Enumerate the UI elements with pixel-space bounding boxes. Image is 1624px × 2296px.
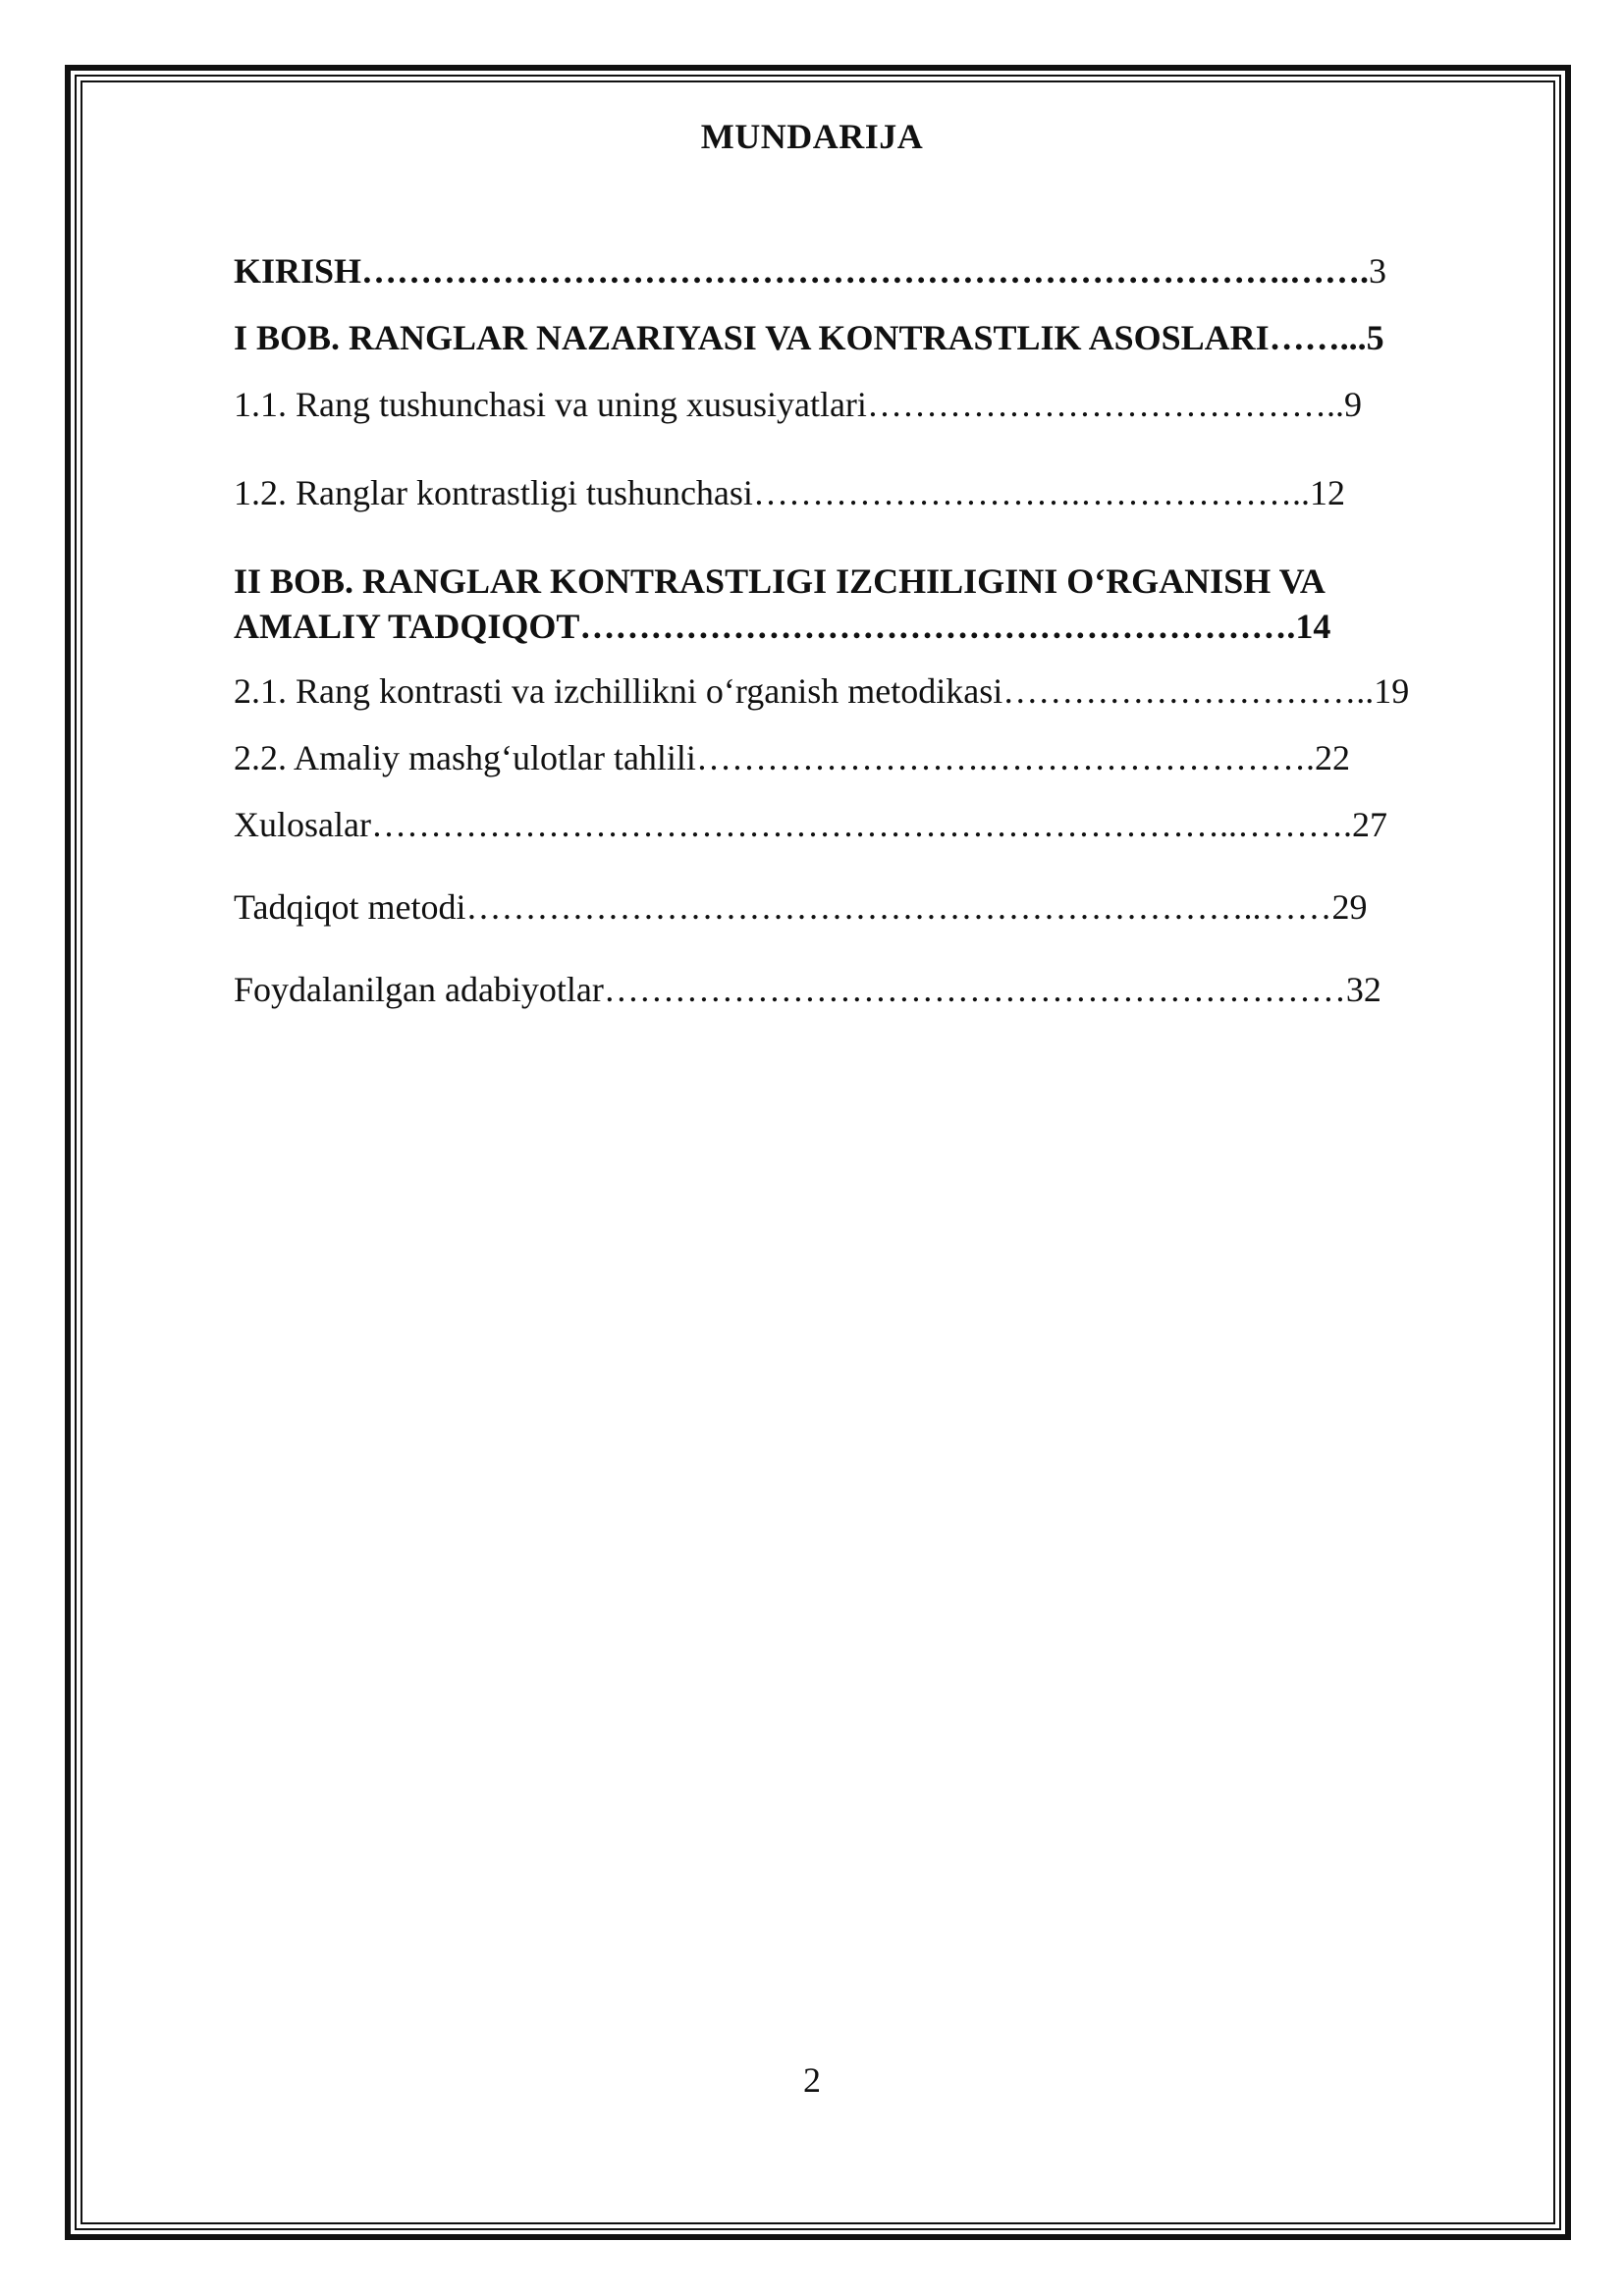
toc-leader-dots: ………………………………………………………	[603, 970, 1346, 1009]
toc-leader-dots: …………………………..	[1002, 671, 1375, 711]
toc-leader-dots: ………………………………………………………………..……….	[370, 805, 1352, 844]
toc-page-number: 9	[1343, 385, 1362, 424]
toc-item-section-2-1[interactable]	[234, 669, 1409, 713]
toc-item-label: Xulosalar	[234, 805, 371, 844]
toc-page-number: 32	[1345, 970, 1381, 1009]
toc-leader-dots: …………………………………..	[866, 385, 1344, 424]
toc-item-chapter-2-cont[interactable]	[234, 605, 1330, 648]
toc-leader-dots: …………………………………………………………………….…….	[361, 251, 1370, 291]
toc-page-number: 12	[1309, 473, 1345, 512]
toc-page-number: 22	[1314, 738, 1350, 777]
toc-leader-dots: ……..	[1269, 318, 1358, 357]
toc-page-number: 19	[1374, 671, 1410, 711]
toc-item-section-1-2[interactable]	[234, 471, 1345, 514]
toc-item-label: 2.2. Amaliy mashg‘ulotlar tahlili	[234, 738, 696, 777]
toc-item-section-1-1[interactable]	[234, 383, 1362, 426]
toc-leader-dots: …………………………………………………….	[579, 607, 1296, 646]
toc-leader-dots: …………………………………………………………..……	[465, 887, 1332, 927]
toc-item-adabiyotlar[interactable]	[234, 968, 1381, 1011]
toc-item-label: 1.1. Rang tushunchasi va uning xususiyatlari	[234, 385, 867, 424]
toc-item-kirish[interactable]	[234, 249, 1386, 293]
toc-item-label: I BOB. RANGLAR NAZARIYASI VA KONTRASTLIK ASOSLARI	[234, 318, 1270, 357]
toc-leader-dots: ……………………….………………..	[752, 473, 1310, 512]
toc-page-number: 3	[1369, 251, 1387, 291]
toc-item-label: II BOB. RANGLAR KONTRASTLIGI IZCHILIGINI O‘RGANISH VA	[234, 561, 1326, 601]
toc-item-label: 1.2. Ranglar kontrastligi tushunchasi	[234, 473, 753, 512]
toc-item-label: AMALIY TADQIQOT	[234, 607, 580, 646]
toc-item-tadqiqot-metodi[interactable]	[234, 885, 1367, 929]
toc-item-label: Tadqiqot metodi	[234, 887, 466, 927]
toc-item-chapter-2[interactable]	[234, 560, 1326, 603]
toc-item-label: KIRISH	[234, 251, 362, 291]
toc-item-label: 2.1. Rang kontrasti va izchillikni o‘rganish metodikasi	[234, 671, 1003, 711]
toc-page-number: 14	[1295, 607, 1331, 646]
page-title: MUNDARIJA	[700, 117, 924, 156]
toc-page-number: 27	[1351, 805, 1387, 844]
toc-item-chapter-1[interactable]	[234, 316, 1384, 359]
toc-item-label: Foydalanilgan adabiyotlar	[234, 970, 604, 1009]
toc-item-section-2-2[interactable]	[234, 736, 1350, 779]
toc-page-number: 29	[1331, 887, 1368, 927]
toc-leader-dots: …………………….……………………….	[695, 738, 1315, 777]
page-number: 2	[803, 2060, 821, 2100]
toc-page-number: .5	[1357, 318, 1384, 357]
toc-item-xulosalar[interactable]	[234, 803, 1387, 846]
